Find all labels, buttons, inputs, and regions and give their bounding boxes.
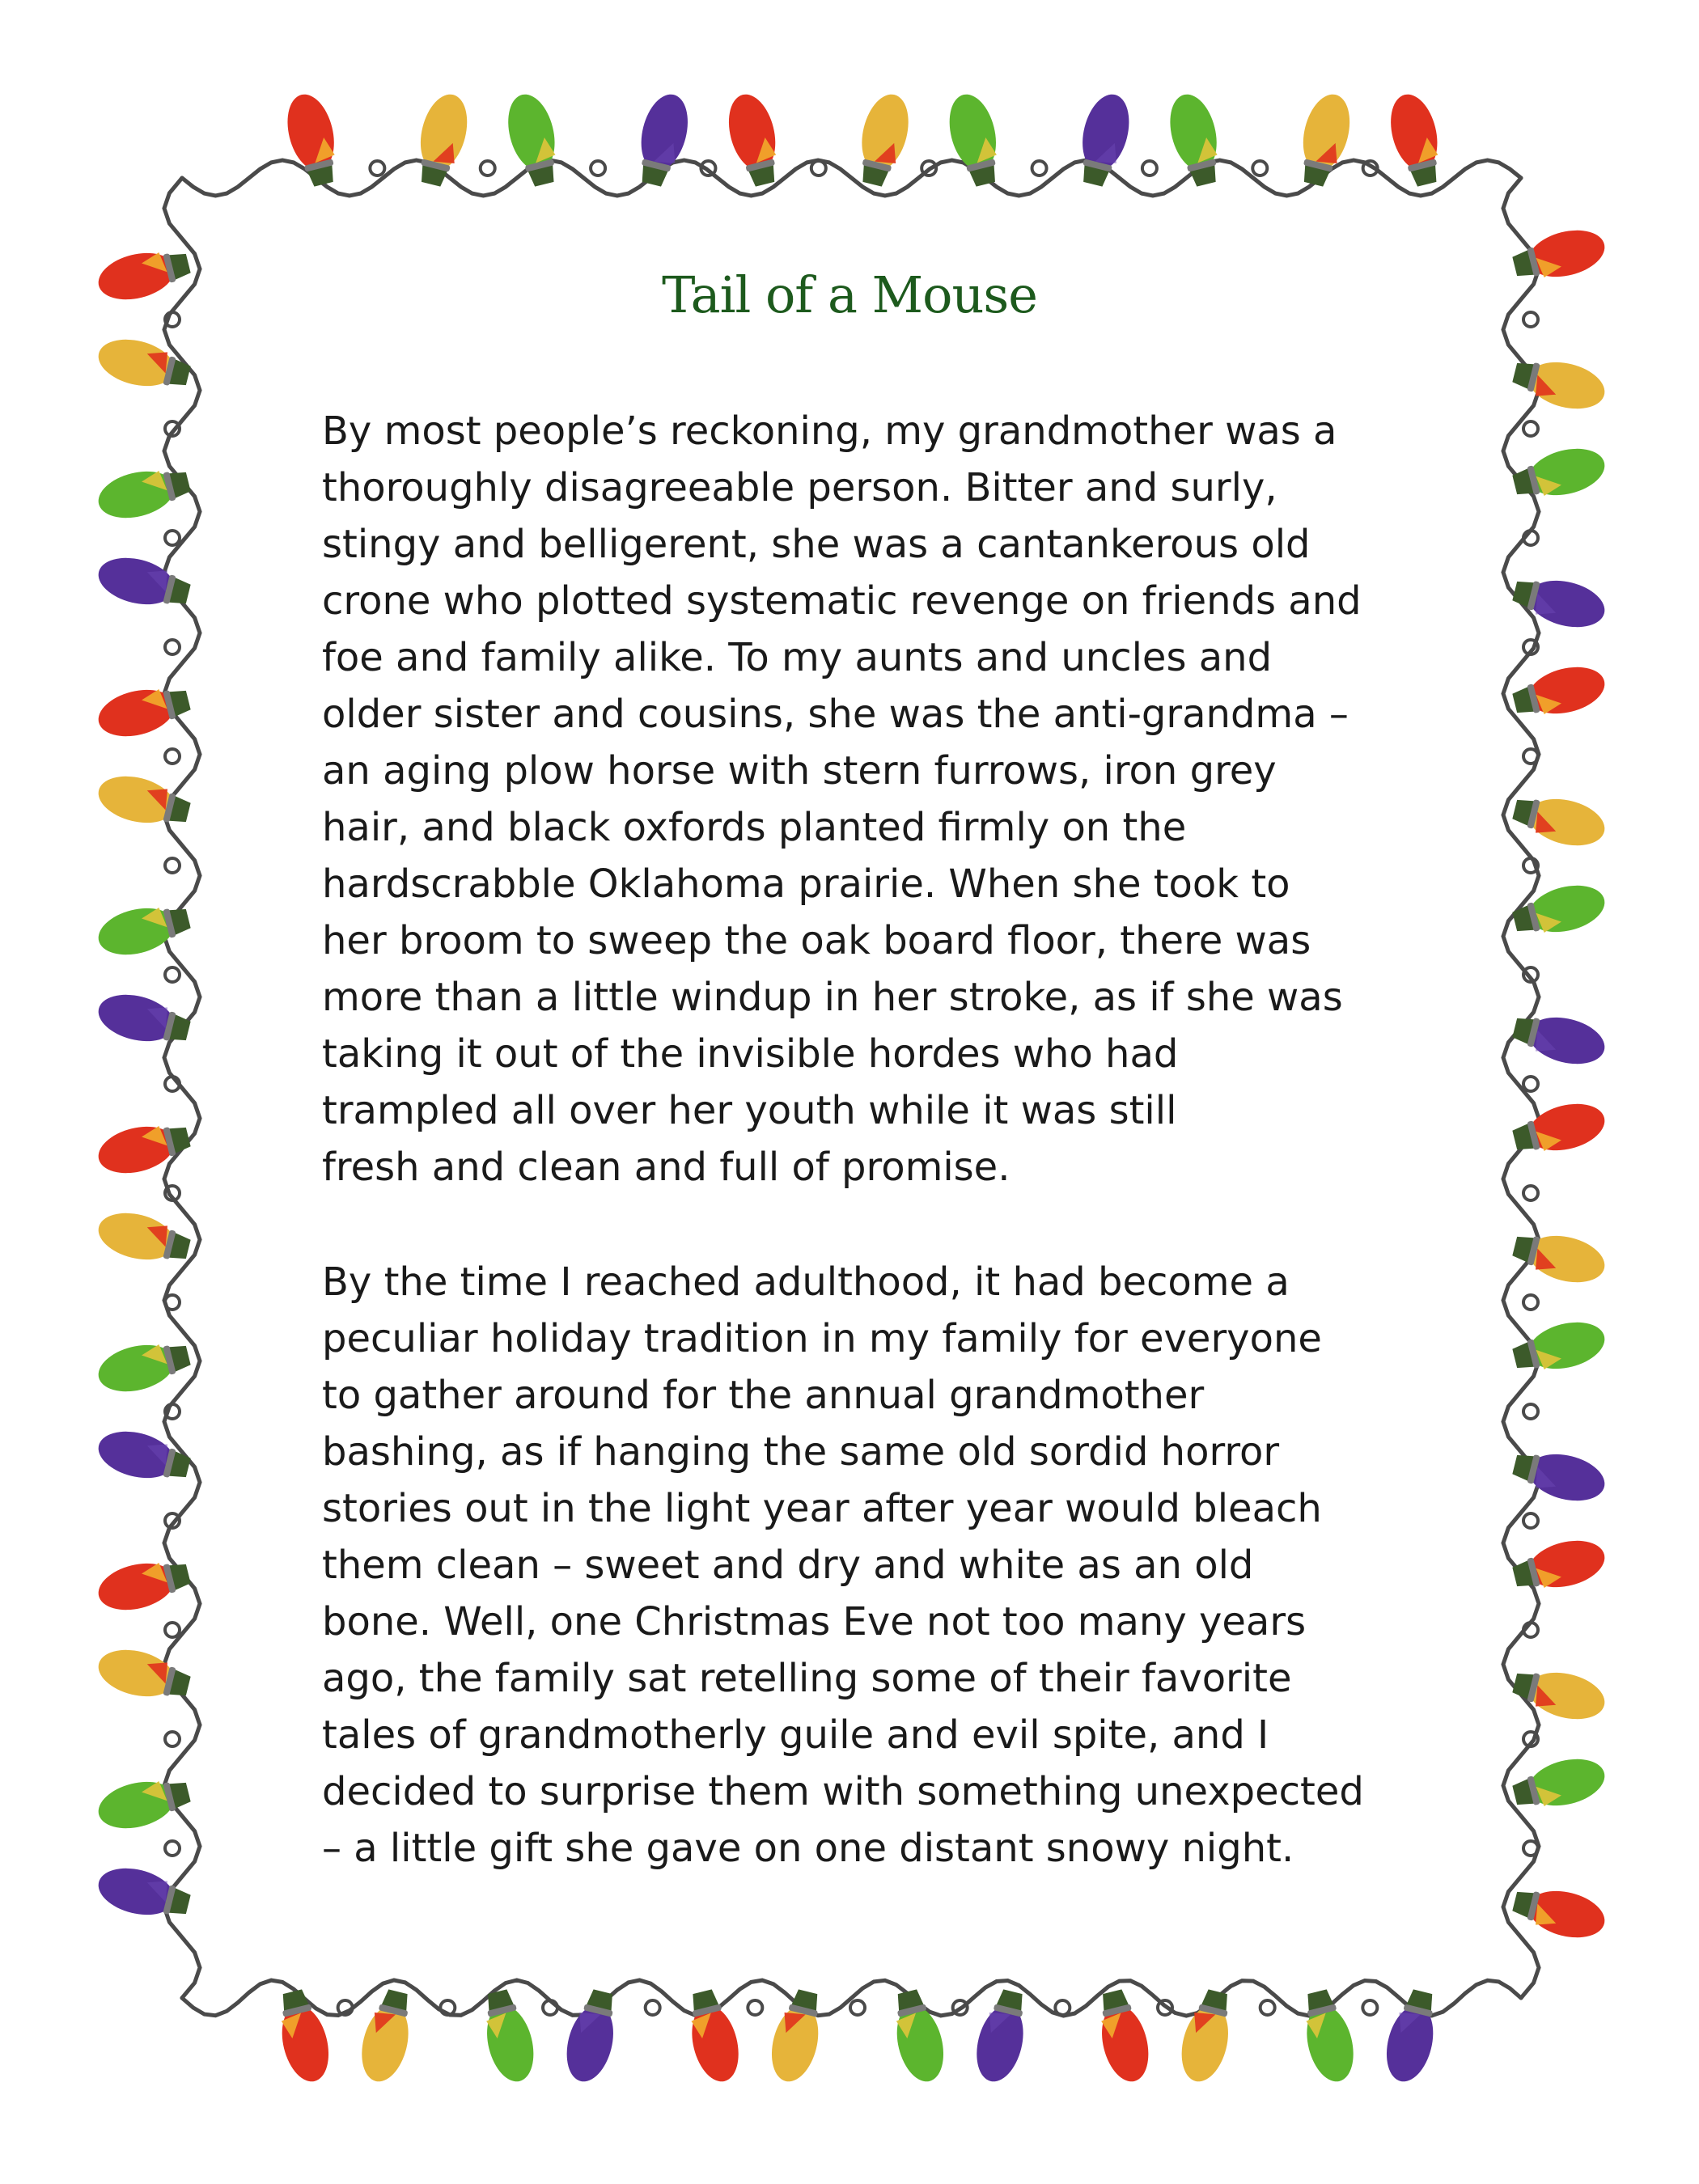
purple-light-bulb — [969, 1987, 1034, 2087]
green-light-bulb — [1296, 1987, 1361, 2087]
wire-curl — [481, 161, 495, 176]
wire-segment — [1503, 178, 1539, 1998]
yellow-light-bulb — [1510, 1225, 1610, 1289]
wire-curl — [1032, 161, 1047, 176]
red-light-bulb — [94, 1115, 194, 1180]
green-light-bulb — [1510, 442, 1610, 506]
green-light-bulb — [94, 1771, 194, 1835]
green-light-bulb — [477, 1987, 541, 2087]
wire-segment — [164, 178, 200, 1998]
wire-curl — [1523, 1077, 1538, 1091]
red-light-bulb — [681, 1987, 746, 2087]
purple-light-bulb — [94, 1861, 194, 1926]
red-light-bulb — [1510, 1097, 1610, 1162]
purple-light-bulb — [1510, 569, 1610, 634]
yellow-light-bulb — [354, 1987, 419, 2087]
wire-curl — [1523, 1186, 1538, 1200]
wire-curl — [1523, 1841, 1538, 1856]
purple-light-bulb — [1379, 1987, 1444, 2087]
green-light-bulb — [1163, 90, 1227, 190]
wire-curl — [591, 161, 605, 176]
green-light-bulb — [1510, 1752, 1610, 1817]
wire-curl — [1523, 1404, 1538, 1419]
wire-curl — [165, 531, 180, 545]
purple-light-bulb — [630, 90, 695, 190]
green-light-bulb — [94, 460, 194, 525]
yellow-light-bulb — [94, 769, 194, 834]
wire-curl — [370, 161, 384, 176]
wire-curl — [165, 1295, 180, 1310]
wire-curl — [1252, 161, 1267, 176]
green-light-bulb — [1510, 1315, 1610, 1380]
red-light-bulb — [1510, 1880, 1610, 1945]
wire-curl — [1260, 2000, 1275, 2015]
story-paragraph-1: By most people’s reckoning, my grandmother was a thoroughly disagreeable person. Bitter and surly, stingy and belligerent, she was a cantankerous old crone who plotted systematic revenge on friends and foe and family alike. To my aunts and uncles and older sister and cousins, she was the anti-grandma – an aging plow horse with stern furrows, iron grey hair, and black oxfords planted firmly on the hardscrabble Oklahoma prairie. When she took to her broom to sweep the oak board floor, there was more than a little windup in her stroke, as if she was taking it out of the invisible hordes who had trampled all over her youth while it was still fresh and clean and full of promise. — [322, 408, 1362, 1190]
red-light-bulb — [280, 90, 345, 190]
wire-curl — [1523, 1295, 1538, 1310]
wire-curl — [1142, 161, 1157, 176]
wire-curl — [646, 2000, 660, 2015]
wire-curl — [850, 2000, 865, 2015]
wire-curl — [1362, 2000, 1377, 2015]
yellow-light-bulb — [1174, 1987, 1239, 2087]
red-light-bulb — [1510, 1534, 1610, 1598]
red-light-bulb — [1510, 660, 1610, 725]
green-light-bulb — [1510, 878, 1610, 943]
yellow-light-bulb — [851, 90, 916, 190]
wire-curl — [1523, 1513, 1538, 1528]
green-light-bulb — [886, 1987, 951, 2087]
yellow-light-bulb — [94, 332, 194, 397]
wire-curl — [748, 2000, 762, 2015]
wire-curl — [1523, 421, 1538, 436]
green-light-bulb — [943, 90, 1007, 190]
purple-light-bulb — [1510, 1006, 1610, 1071]
yellow-light-bulb — [94, 1206, 194, 1271]
wire-curl — [165, 967, 180, 982]
purple-light-bulb — [94, 1424, 194, 1489]
red-light-bulb — [1091, 1987, 1156, 2087]
yellow-light-bulb — [1292, 90, 1357, 190]
yellow-light-bulb — [409, 90, 474, 190]
red-light-bulb — [94, 679, 194, 743]
red-light-bulb — [271, 1987, 336, 2087]
yellow-light-bulb — [765, 1987, 829, 2087]
yellow-light-bulb — [1510, 1661, 1610, 1726]
wire-curl — [165, 1841, 180, 1856]
red-light-bulb — [722, 90, 786, 190]
yellow-light-bulb — [1510, 788, 1610, 853]
yellow-light-bulb — [94, 1643, 194, 1708]
page-title: Tail of a Mouse — [662, 265, 1037, 324]
wire-curl — [165, 749, 180, 764]
green-light-bulb — [94, 1334, 194, 1399]
red-light-bulb — [94, 1552, 194, 1617]
wire-curl — [165, 640, 180, 654]
wire-curl — [165, 858, 180, 873]
purple-light-bulb — [94, 988, 194, 1052]
purple-light-bulb — [94, 551, 194, 616]
green-light-bulb — [501, 90, 566, 190]
wire-curl — [165, 1732, 180, 1746]
wire-curl — [1055, 2000, 1070, 2015]
wire-curl — [165, 1623, 180, 1637]
story-paragraph-2: By the time I reached adulthood, it had become a peculiar holiday tradition in my family for everyone to gather around for the annual grandmother bashing, as if hanging the same old sordid horror stories out in the light year after year would bleach them clean – sweet and dry and white as an old bone. Well, one Christmas Eve not too many years ago, the family sat retelling some of their favorite tales of grandmotherly guile and evil spite, and I decided to surprise them with something unexpected – a little gift she gave on one distant snowy night. — [322, 1259, 1364, 1871]
purple-light-bulb — [1072, 90, 1137, 190]
purple-light-bulb — [559, 1987, 624, 2087]
red-light-bulb — [1383, 90, 1448, 190]
wire-curl — [811, 161, 826, 176]
wire-curl — [1523, 749, 1538, 764]
